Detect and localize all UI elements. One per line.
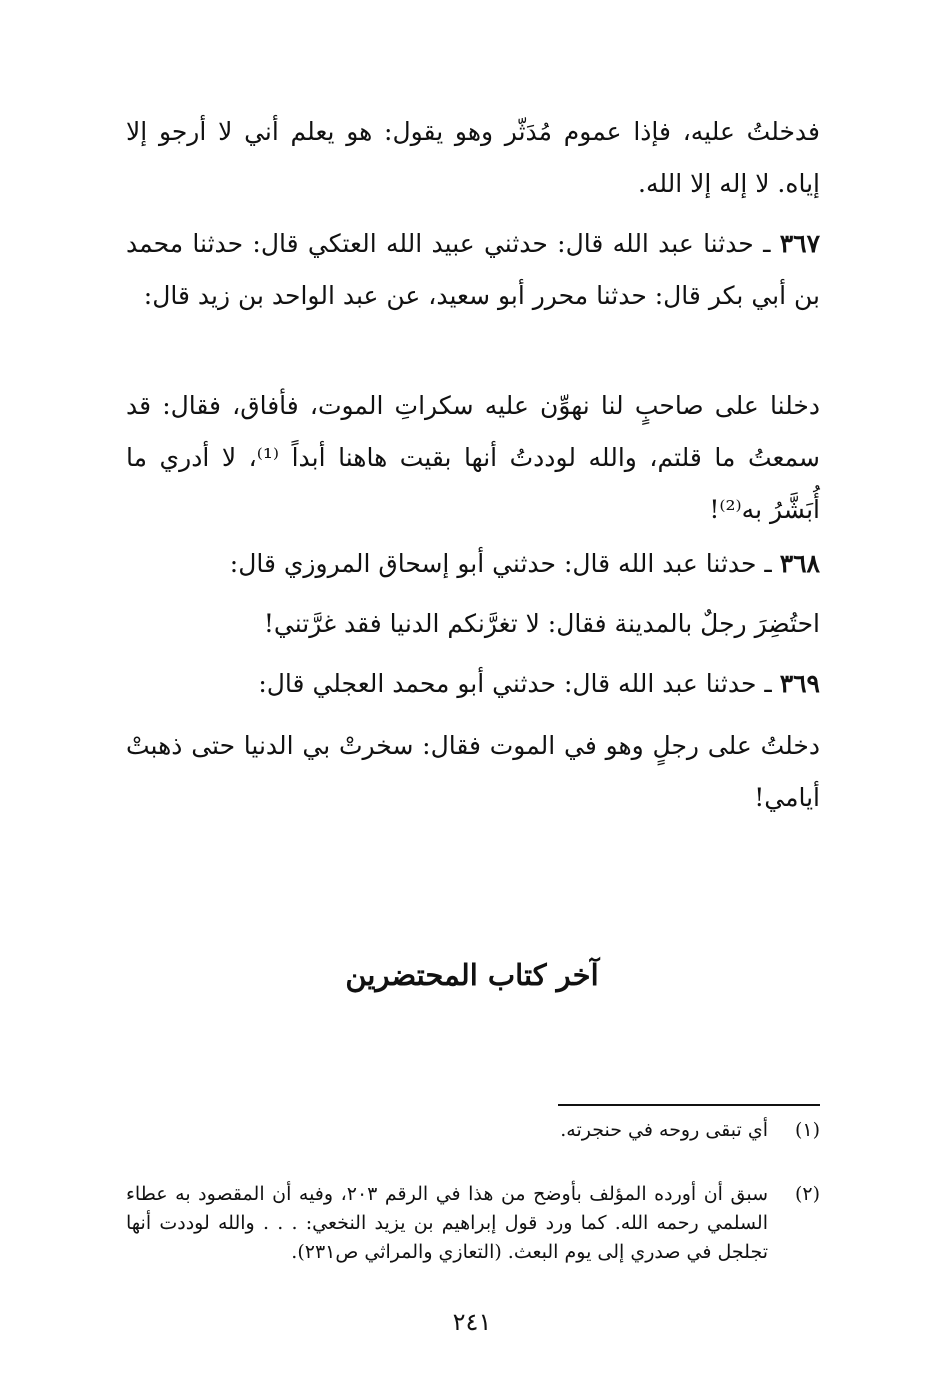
footnote-text: سبق أن أورده المؤلف بأوضح من هذا في الرقم ٢٠٣، وفيه أن المقصود به عطاء السلمي رحمه الله. كما ورد قول إبراهيم بن يزيد النخعي: . . . والله لوددت أنها تجلجل في صدري إلى يوم البعث. (التعازي والمراثي ص٢٣١). <box>126 1183 768 1263</box>
closing-title: آخر كتاب المحتضرين <box>345 958 599 992</box>
paragraph-text: دخلنا على صاحبٍ لنا نهوِّن عليه سكراتِ الموت، فأفاق، فقال: قد سمعتُ ما قلتم، والله لوددتُ أنها بقيت هاهنا أبداً ⁽¹⁾، لا أدري ما أُبَشَّرُ به⁽²⁾! <box>126 391 820 524</box>
hadith-367-chain <box>126 218 820 322</box>
footnote-text: أي تبقى روحه في حنجرته. <box>560 1119 768 1141</box>
paragraph-continuation <box>126 106 820 210</box>
footnote-marker: (٢) <box>794 1183 820 1205</box>
paragraph-text: احتُضِرَ رجلٌ بالمدينة فقال: لا تغرَّنكم الدنيا فقد غرَّتني! <box>263 609 820 638</box>
footnote-2 <box>126 1180 820 1267</box>
hadith-368-body <box>126 598 820 650</box>
page-number: ٢٤١ <box>452 1308 492 1336</box>
hadith-number: ٣٦٨ <box>779 549 820 578</box>
hadith-369-body <box>126 720 820 824</box>
hadith-368-chain <box>126 538 820 590</box>
hadith-number: ٣٦٧ <box>779 229 821 258</box>
footnote-1 <box>126 1116 820 1145</box>
footnote-marker: (١) <box>794 1119 820 1141</box>
hadith-chain-text: ـ حدثنا عبد الله قال: حدثني أبو محمد العجلي قال: <box>258 669 772 698</box>
hadith-chain-text: ـ حدثنا عبد الله قال: حدثني عبيد الله العتكي قال: حدثنا محمد بن أبي بكر قال: حدثنا محرر أبو سعيد، عن عبد الواحد بن زيد قال: <box>126 229 820 310</box>
hadith-chain-text: ـ حدثنا عبد الله قال: حدثني أبو إسحاق المروزي قال: <box>229 549 772 578</box>
paragraph-text: دخلتُ على رجلٍ وهو في الموت فقال: سخرتْ بي الدنيا حتى ذهبتْ أيامي! <box>126 731 820 812</box>
paragraph-text: فدخلتُ عليه، فإذا عموم مُدَثّر وهو يقول: هو يعلم أني لا أرجو إلا إياه. لا إله إلا الله. <box>126 117 820 198</box>
hadith-367-body <box>126 380 820 536</box>
hadith-369-chain <box>126 658 820 710</box>
footnote-divider <box>558 1104 820 1106</box>
hadith-number: ٣٦٩ <box>779 669 820 698</box>
